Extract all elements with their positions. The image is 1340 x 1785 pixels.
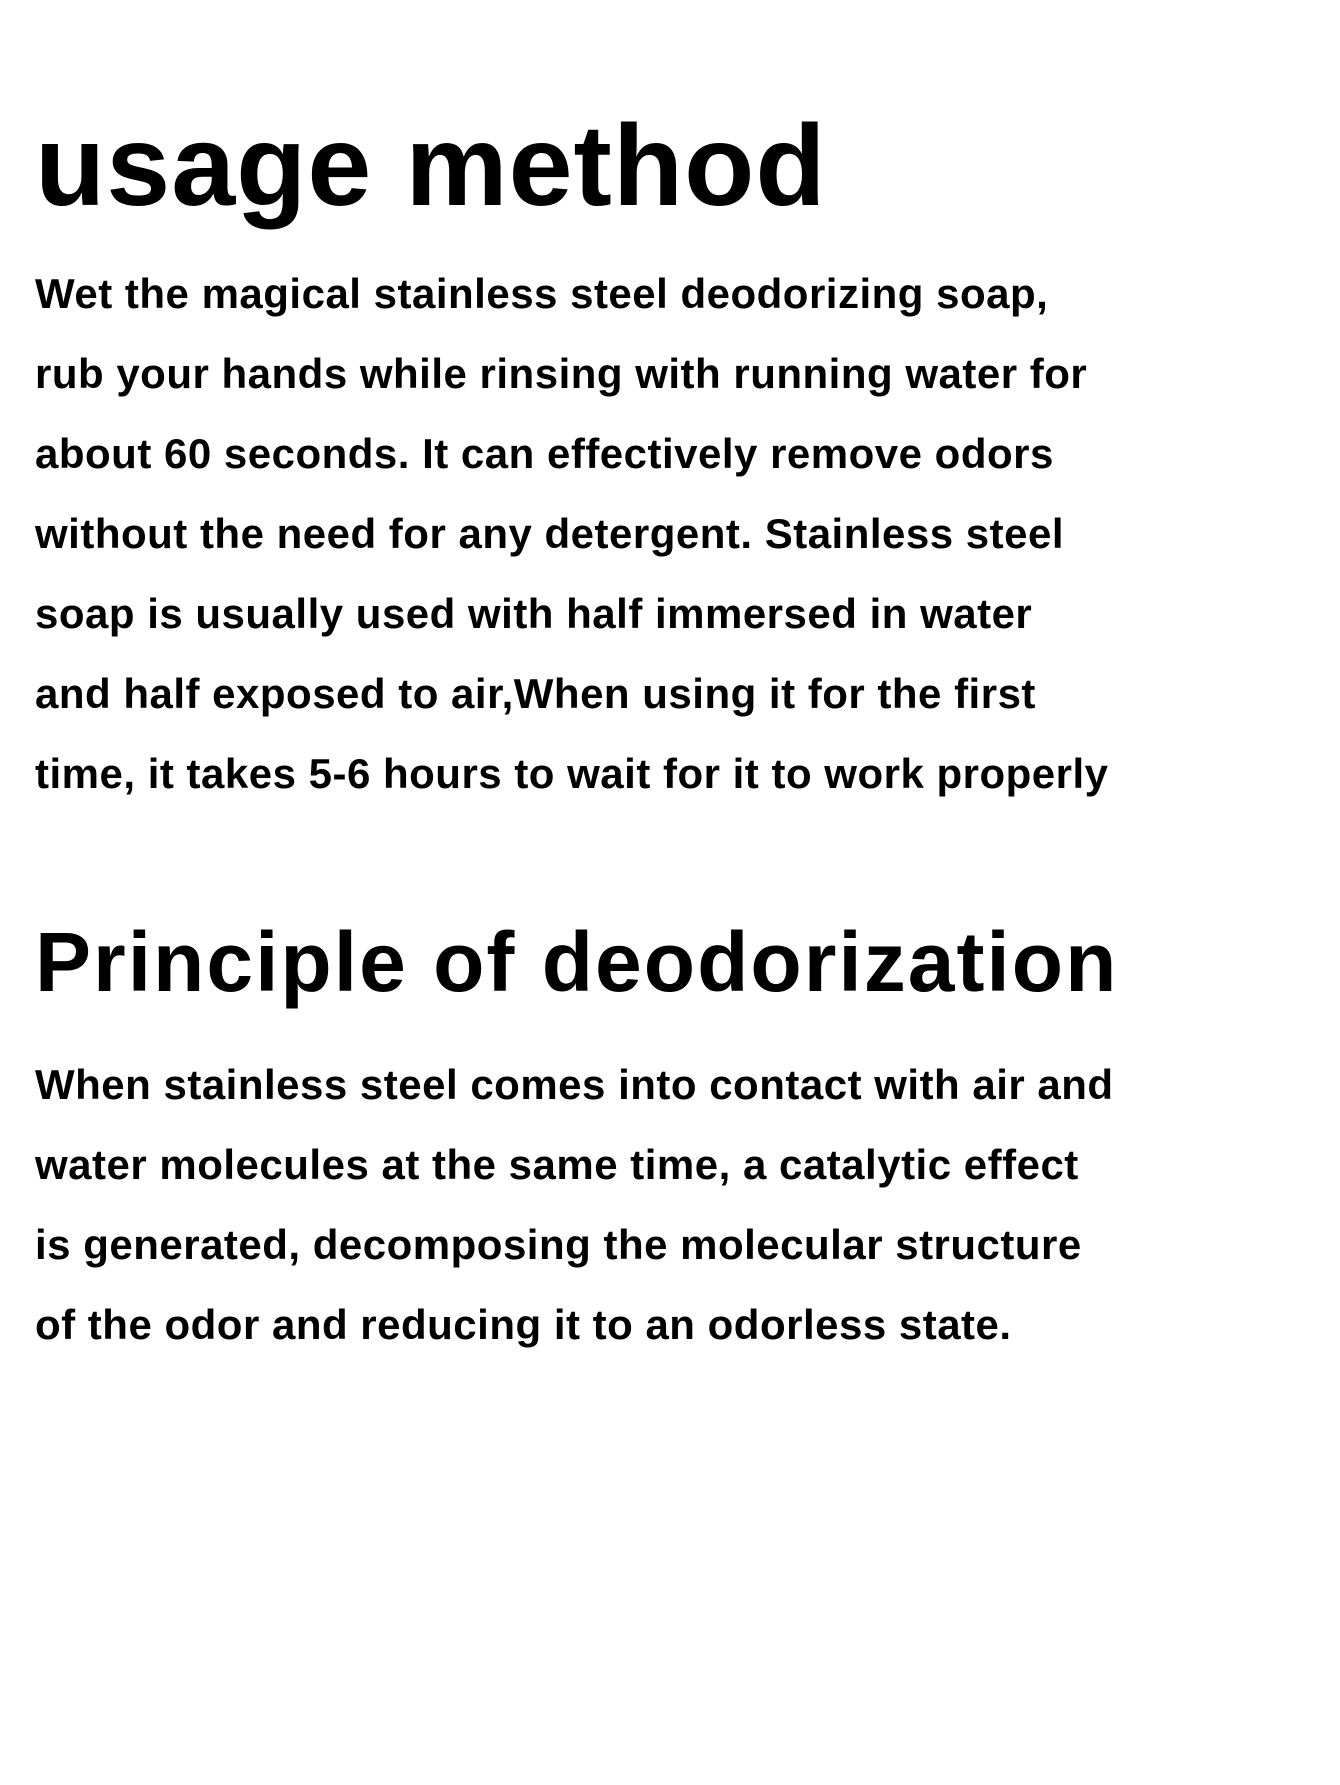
paragraph-line: of the odor and reducing it to an odorless state. (35, 1300, 1012, 1348)
paragraph-line: water molecules at the same time, a catalytic effect (35, 1140, 1079, 1188)
heading-usage-method: usage method (35, 102, 827, 230)
paragraph-line: soap is usually used with half immersed in water (35, 590, 1033, 638)
usage-method-paragraph (35, 254, 1280, 814)
paragraph-line: rub your hands while rinsing with running water for (35, 350, 1088, 398)
paragraph-line: Wet the magical stainless steel deodorizing soap, (35, 270, 1049, 318)
heading-principle-of-deodorization: Principle of deodorization (35, 915, 1119, 1010)
paragraph-line: When stainless steel comes into contact with air and (35, 1060, 1114, 1108)
principle-paragraph (35, 1045, 1280, 1365)
paragraph-line: time, it takes 5-6 hours to wait for it to work properly (35, 750, 1109, 798)
paragraph-line: is generated, decomposing the molecular structure (35, 1220, 1082, 1268)
paragraph-line: about 60 seconds. It can effectively remove odors (35, 430, 1054, 478)
paragraph-line: without the need for any detergent. Stainless steel (35, 510, 1065, 558)
paragraph-line: and half exposed to air,When using it for the first (35, 670, 1036, 718)
